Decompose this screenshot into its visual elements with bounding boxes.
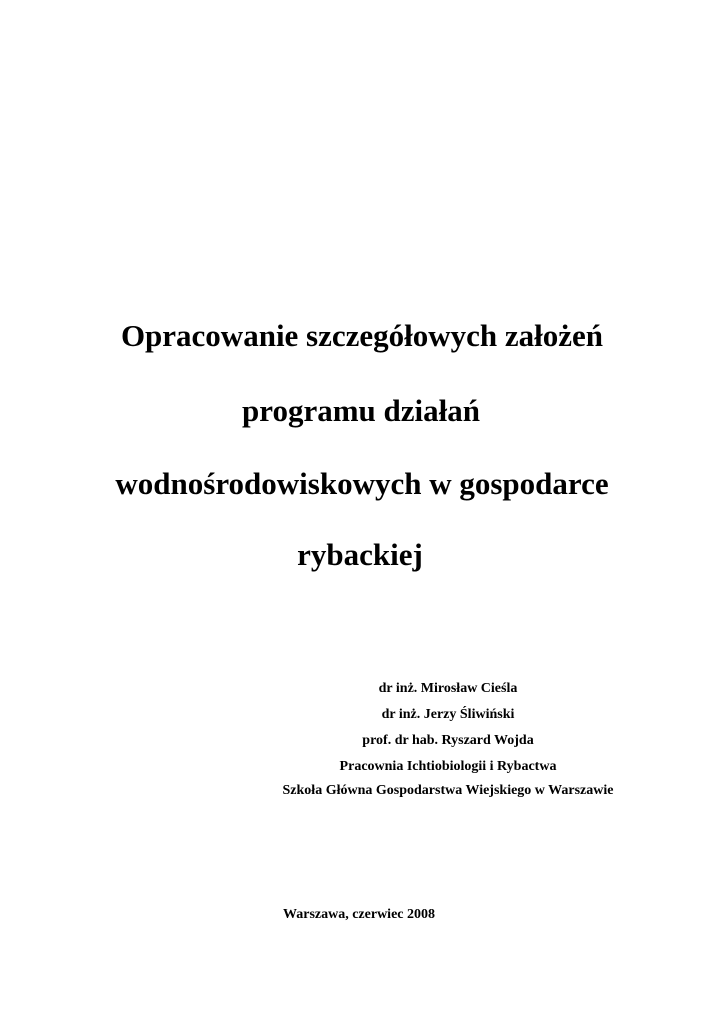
title-line-3: wodnośrodowiskowych w gospodarce (115, 466, 609, 501)
institution-university: Szkoła Główna Gospodarstwa Wiejskiego w Warszawie (282, 783, 614, 798)
author-3: prof. dr hab. Ryszard Wojda (362, 733, 534, 748)
title-line-1: Opracowanie szczegółowych założeń (120, 318, 604, 353)
institution-unit: Pracownia Ichtiobiologii i Rybactwa (339, 759, 557, 774)
place-date: Warszawa, czerwiec 2008 (283, 907, 435, 922)
author-2: dr inż. Jerzy Śliwiński (381, 707, 515, 722)
title-line-2: programu działań (242, 393, 480, 428)
title-line-4: rybackiej (297, 537, 423, 572)
author-1: dr inż. Mirosław Cieśla (378, 681, 518, 696)
